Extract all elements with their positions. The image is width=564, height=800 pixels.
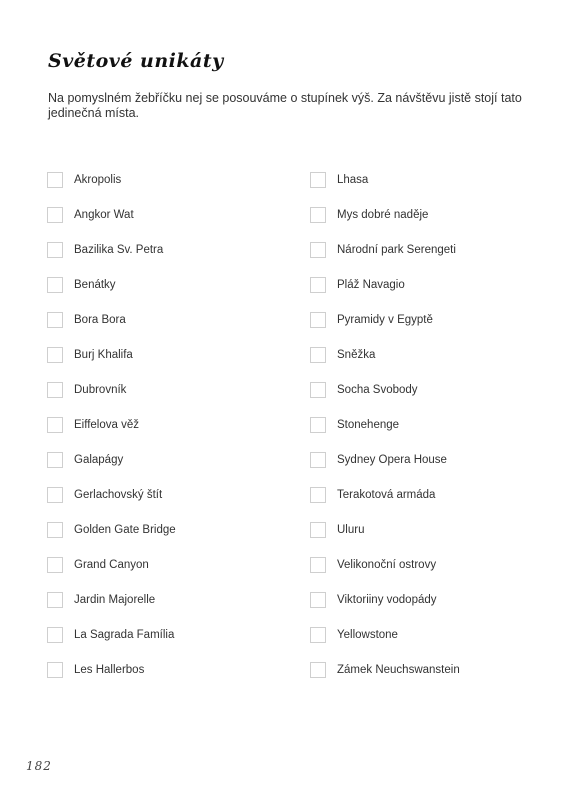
checkbox[interactable] [310,417,326,433]
checkbox[interactable] [310,172,326,188]
checkbox[interactable] [47,312,63,328]
checklist-item [310,477,460,512]
checklist-item [310,302,460,337]
checklist-item [47,477,176,512]
checklist-item-label: Grand Canyon [74,558,149,571]
checklist-left-column [47,162,176,687]
checklist-right-column [310,162,460,687]
checklist-item-label: Sydney Opera House [337,453,447,466]
checklist-item-label: Gerlachovský štít [74,488,163,501]
checkbox[interactable] [310,382,326,398]
checkbox[interactable] [310,522,326,538]
checklist-item [310,582,460,617]
checklist-item-label: La Sagrada Família [74,628,175,641]
checkbox[interactable] [47,487,63,503]
checkbox[interactable] [310,242,326,258]
checklist-item [47,372,176,407]
checkbox[interactable] [47,522,63,538]
checklist-item-label: Benátky [74,278,116,291]
checklist-item [47,267,176,302]
checkbox[interactable] [47,347,63,363]
checklist-item [47,407,176,442]
checklist-item-label: Dubrovník [74,383,127,396]
checklist-item-label: Jardin Majorelle [74,593,156,606]
checkbox[interactable] [47,382,63,398]
intro-text: Na pomyslném žebříčku nej se posouváme o stupínek výš. Za návštěvu jistě stojí tato jedinečná místa. [48,91,522,120]
checkbox[interactable] [310,662,326,678]
checkbox[interactable] [310,207,326,223]
checklist-item-label: Pyramidy v Egyptě [337,313,433,326]
checklist-item-label: Terakotová armáda [337,488,436,501]
checklist-item-label: Stonehenge [337,418,400,431]
checklist-item-label: Yellowstone [337,628,398,641]
checklist-item [310,442,460,477]
checklist-item [310,547,460,582]
checklist-item [310,512,460,547]
checklist-item-label: Mys dobré naděje [337,208,429,221]
checkbox[interactable] [310,312,326,328]
checklist-item [310,197,460,232]
checklist-item [310,652,460,687]
checklist-item-label: Eiffelova věž [74,418,139,431]
checklist-item-label: Uluru [337,523,365,536]
page-number: 182 [26,759,52,773]
checklist-item-label: Národní park Serengeti [337,243,456,256]
checklist-item [47,617,176,652]
checkbox[interactable] [47,557,63,573]
checkbox[interactable] [47,207,63,223]
checklist-item [47,442,176,477]
checkbox[interactable] [310,347,326,363]
checkbox[interactable] [310,557,326,573]
checkbox[interactable] [47,417,63,433]
checklist-item [310,407,460,442]
checklist-item [47,582,176,617]
checklist-item [310,372,460,407]
checklist-item [47,547,176,582]
checkbox[interactable] [47,592,63,608]
checklist-item [47,512,176,547]
checklist-item-label: Viktoriiny vodopády [337,593,437,606]
checklist-item-label: Sněžka [337,348,376,361]
checklist-item [47,197,176,232]
checklist-item-label: Bazilika Sv. Petra [74,243,164,256]
checklist-item-label: Pláž Navagio [337,278,405,291]
checkbox[interactable] [47,277,63,293]
checkbox[interactable] [47,662,63,678]
checklist-item [310,162,460,197]
checklist-item-label: Akropolis [74,173,122,186]
checklist-item [310,267,460,302]
checkbox[interactable] [47,242,63,258]
checklist-item-label: Les Hallerbos [74,663,145,676]
checkbox[interactable] [310,487,326,503]
checklist-item [310,617,460,652]
checklist-item [47,162,176,197]
checklist-item [47,337,176,372]
checklist-item-label: Velikonoční ostrovy [337,558,437,571]
checklist-item [47,302,176,337]
checklist-item-label: Bora Bora [74,313,126,326]
checklist-item-label: Lhasa [337,173,369,186]
checklist-item-label: Zámek Neuchswanstein [337,663,460,676]
checklist-item-label: Galapágy [74,453,124,466]
checklist-item-label: Angkor Wat [74,208,134,221]
checkbox[interactable] [310,452,326,468]
checklist-item [310,337,460,372]
checkbox[interactable] [47,452,63,468]
checklist-item [47,232,176,267]
checklist-item [310,232,460,267]
checkbox[interactable] [310,277,326,293]
checkbox[interactable] [47,172,63,188]
checkbox[interactable] [310,592,326,608]
checklist-item-label: Socha Svobody [337,383,418,396]
page-title: Světové unikáty [48,50,224,72]
checklist-item [47,652,176,687]
checkbox[interactable] [310,627,326,643]
checklist-item-label: Burj Khalifa [74,348,133,361]
checklist-item-label: Golden Gate Bridge [74,523,176,536]
checkbox[interactable] [47,627,63,643]
